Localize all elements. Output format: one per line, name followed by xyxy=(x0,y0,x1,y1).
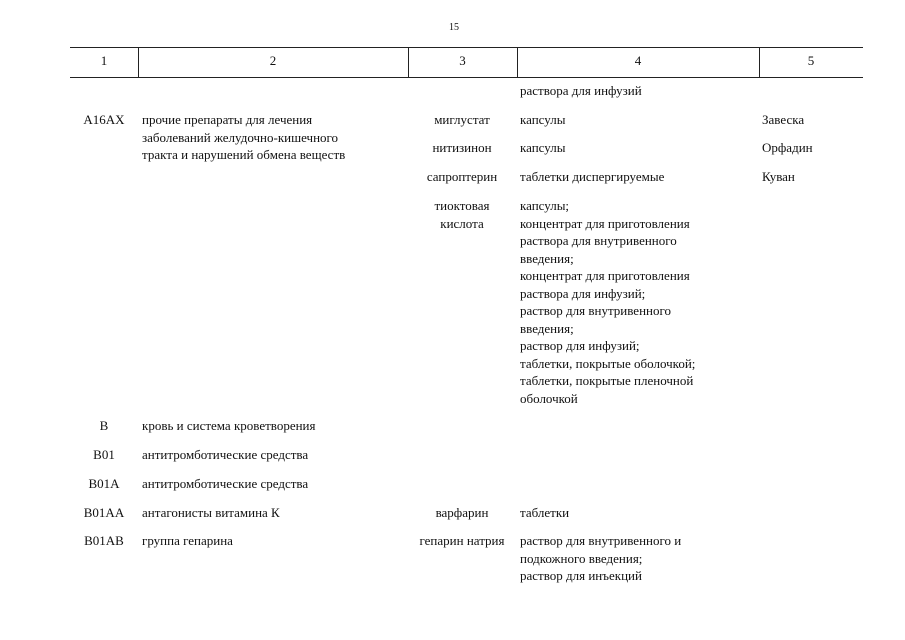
row-dosage-form: раствор для внутривенного и xyxy=(520,533,682,548)
table-top-rule xyxy=(70,47,863,48)
row-code: B01AA xyxy=(83,505,125,520)
row-dosage-form: концентрат для приготовления xyxy=(520,268,690,283)
row-dosage-form: капсулы xyxy=(520,140,566,155)
row-drug-name: сапроптерин xyxy=(426,169,498,184)
row-trade-name: Куван xyxy=(762,169,795,184)
row-group-name: антитромботические средства xyxy=(142,476,309,491)
row-group-name: заболеваний желудочно-кишечного xyxy=(142,129,339,145)
row-group-name: кровь и система кроветворения xyxy=(142,418,316,433)
row-dosage-form: раствора для инфузий; xyxy=(520,285,646,301)
header-bottom-rule xyxy=(70,77,863,78)
row-group-name: тракта и нарушений обмена веществ xyxy=(142,147,346,162)
row-code: B01 xyxy=(93,447,115,462)
row-dosage-form: капсулы xyxy=(520,112,566,127)
row-dosage-form: раствор для внутривенного xyxy=(520,303,671,318)
row-dosage-form: раствора для внутривенного xyxy=(520,233,677,248)
row-dosage-form: таблетки диспергируемые xyxy=(520,169,665,184)
row-drug-name: нитизинон xyxy=(432,140,492,155)
row-group-name: группа гепарина xyxy=(142,533,233,548)
row-code: B01A xyxy=(88,476,120,491)
row-trade-name: Орфадин xyxy=(762,140,813,155)
row-drug-name: кислота xyxy=(440,215,484,231)
row-dosage-form: подкожного введения; xyxy=(520,550,643,566)
row-drug-name: миглустат xyxy=(434,112,490,127)
row-drug-name: варфарин xyxy=(435,505,489,520)
header-col-2: 2 xyxy=(269,53,277,68)
row-dosage-form: раствора для инфузий xyxy=(520,83,642,98)
row-dosage-form: введения; xyxy=(520,320,574,336)
row-trade-name: Завеска xyxy=(762,112,805,127)
row-drug-name: тиоктовая xyxy=(434,198,490,213)
row-dosage-form: раствор для инъекций xyxy=(520,568,642,583)
header-col-1: 1 xyxy=(100,53,108,68)
row-dosage-form: капсулы; xyxy=(520,198,570,213)
header-col-3: 3 xyxy=(459,53,466,68)
row-group-name: прочие препараты для лечения xyxy=(142,112,313,127)
row-dosage-form: введения; xyxy=(520,250,574,266)
row-dosage-form: оболочкой xyxy=(520,390,578,406)
header-col-5: 5 xyxy=(807,53,815,68)
row-dosage-form: таблетки, покрытые пленочной xyxy=(520,373,694,388)
row-code: B01AB xyxy=(84,533,124,548)
row-dosage-form: раствор для инфузий; xyxy=(520,338,640,353)
header-col-4: 4 xyxy=(634,53,642,68)
row-dosage-form: концентрат для приготовления xyxy=(520,215,690,231)
row-dosage-form: таблетки xyxy=(520,505,570,520)
row-code: B xyxy=(99,418,109,433)
row-group-name: антагонисты витамина К xyxy=(142,505,280,520)
page-number: 15 xyxy=(449,22,459,33)
row-dosage-form: таблетки, покрытые оболочкой; xyxy=(520,355,696,371)
row-group-name: антитромботические средства xyxy=(142,447,309,462)
row-code: A16AX xyxy=(83,112,125,127)
row-drug-name: гепарин натрия xyxy=(419,533,505,548)
